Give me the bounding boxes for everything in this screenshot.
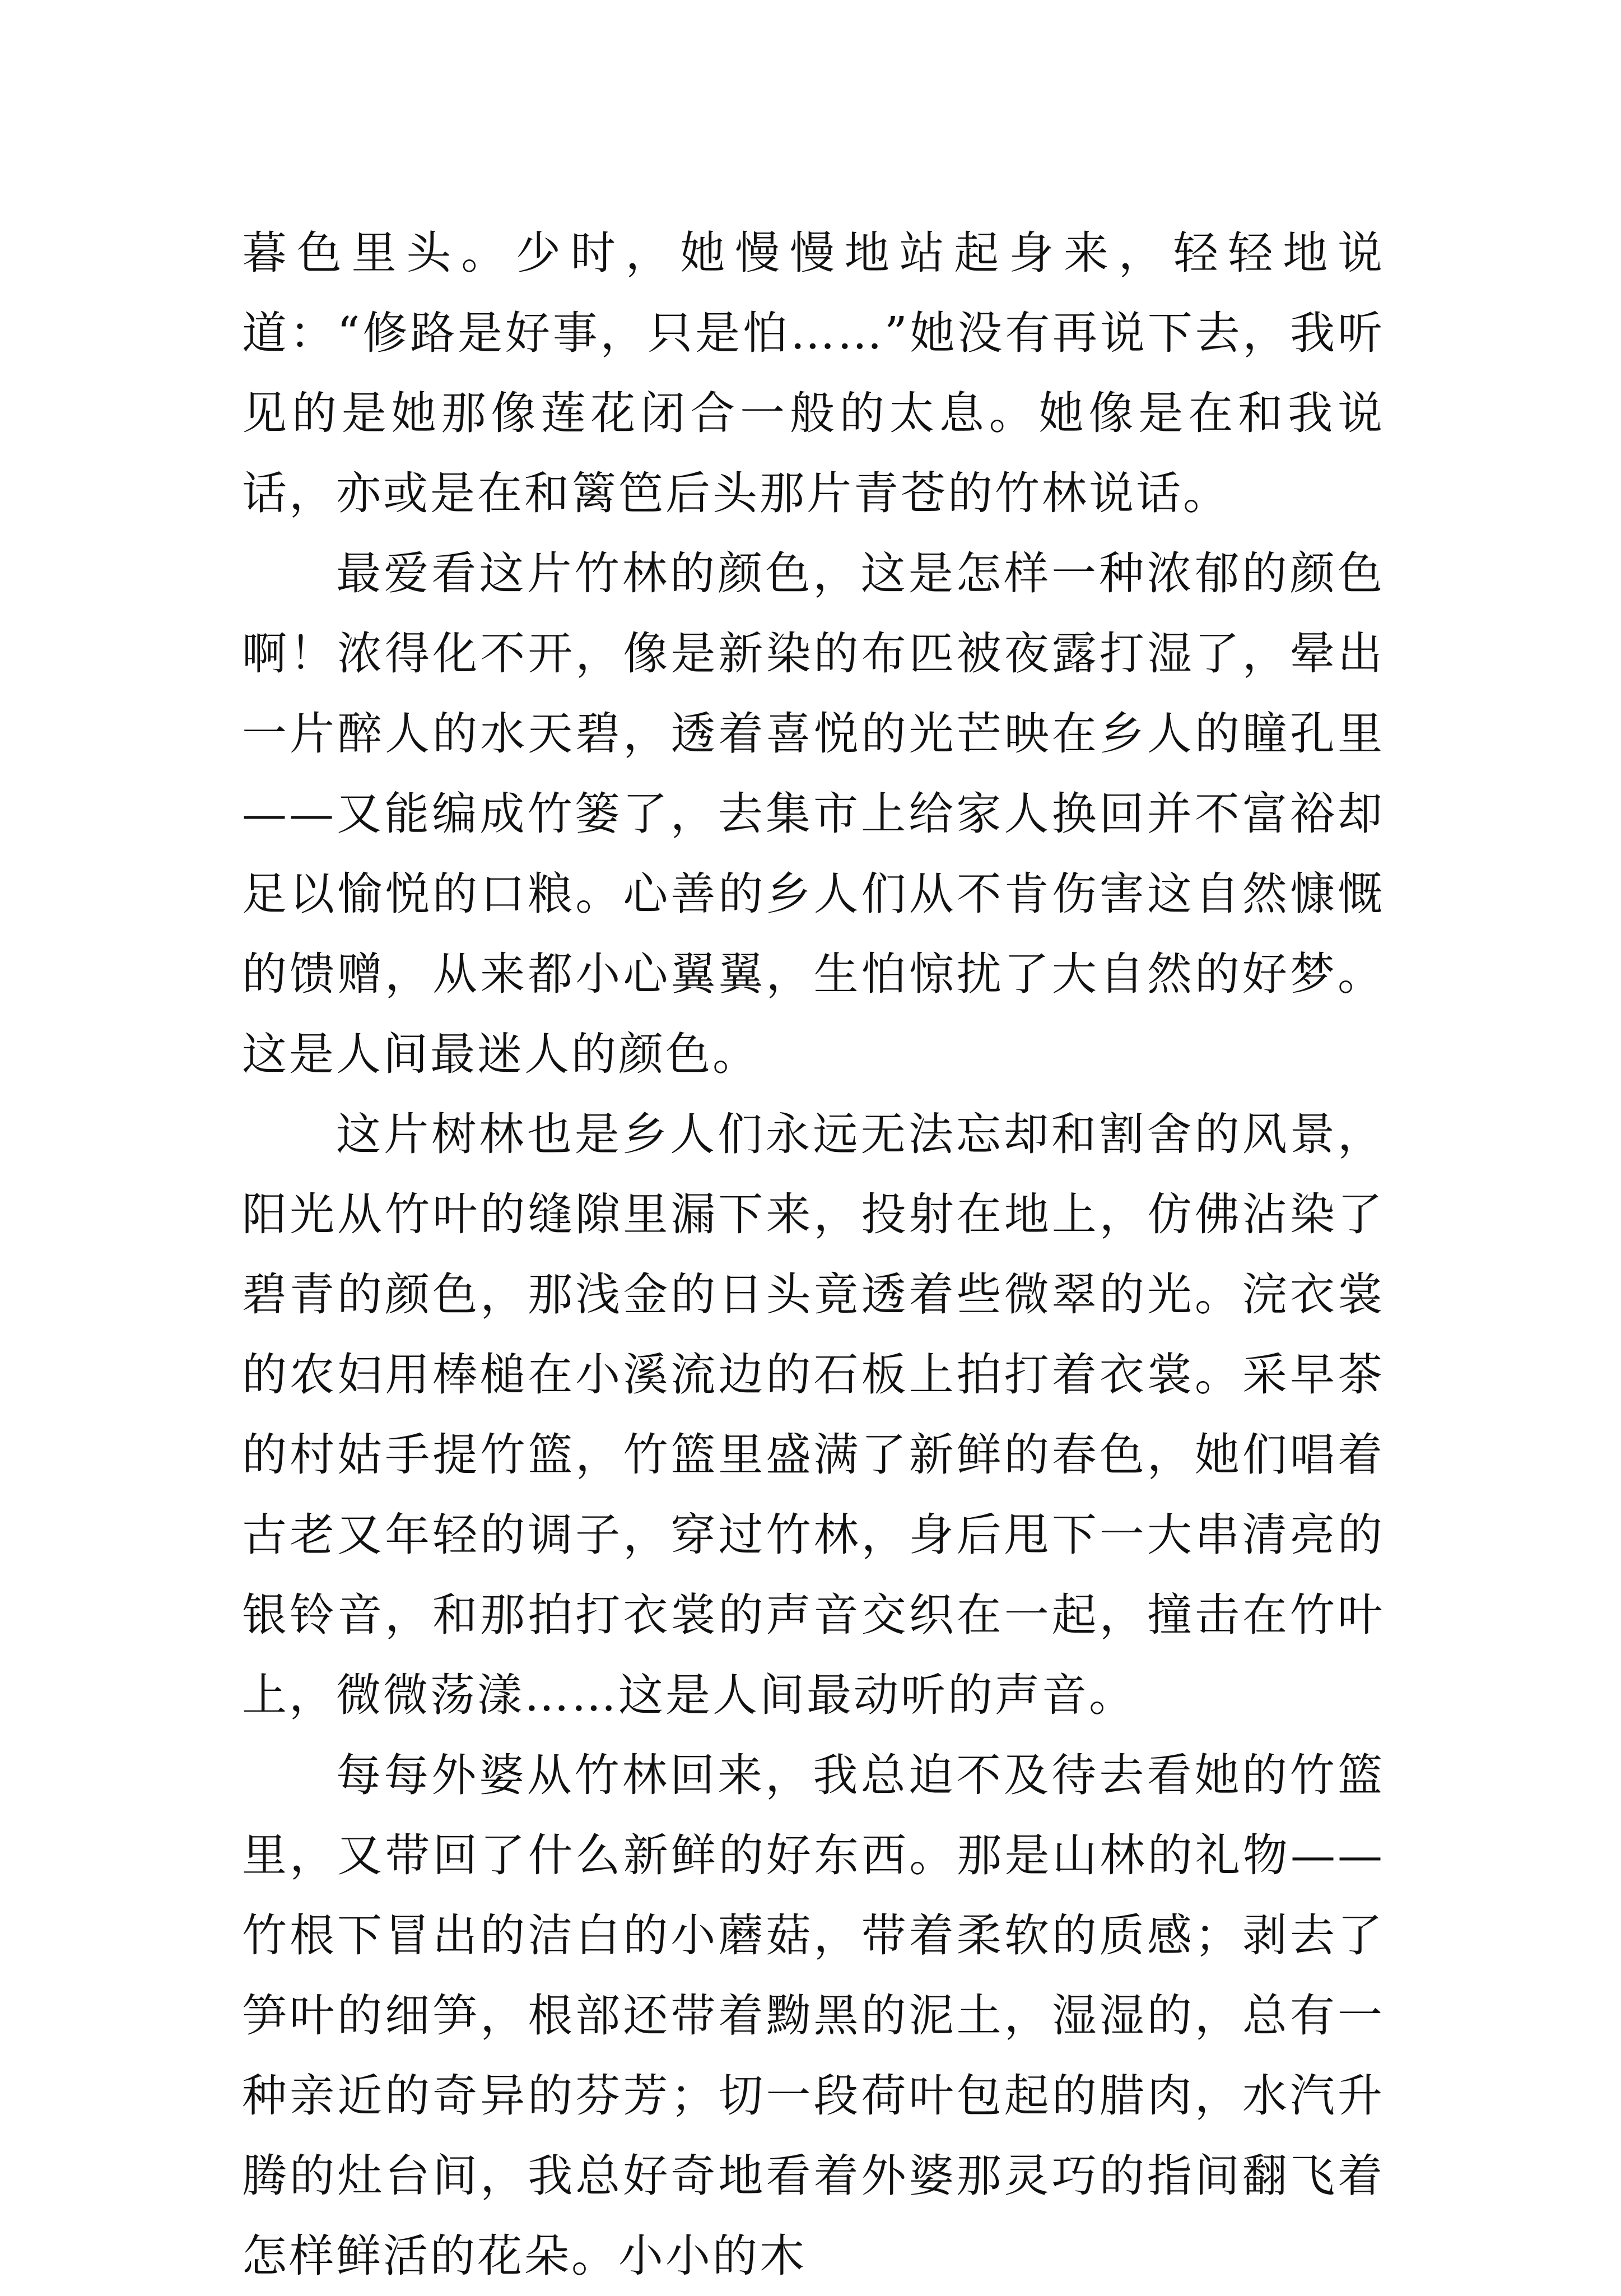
- paragraph-3: 这片树林也是乡人们永远无法忘却和割舍的风景，阳光从竹叶的缝隙里漏下来，投射在地上，仿佛沾染了碧青的颜色，那浅金的日头竟透着些微翠的光。浣衣裳的农妇用棒槌在小溪流边的石板上拍打着衣裳。采早茶的村姑手提竹篮，竹篮里盛满了新鲜的春色，她们唱着古老又年轻的调子，穿过竹林，身后甩下一大串清亮的银铃音，和那拍打衣裳的声音交织在一起，撞击在竹叶上，微微荡漾……这是人间最动听的声音。: [242, 1108, 1385, 1721]
- paragraph-4: 每每外婆从竹林回来，我总迫不及待去看她的竹篮里，又带回了什么新鲜的好东西。那是山林的礼物——竹根下冒出的洁白的小蘑菇，带着柔软的质感；剥去了笋叶的细笋，根部还带着黝黑的泥土，湿湿的，总有一种亲近的奇异的芬芳；切一段荷叶包起的腊肉，水汽升腾的灶台间，我总好奇地看着外婆那灵巧的指间翻飞着怎样鲜活的花朵。小小的木: [242, 1749, 1385, 2282]
- paragraph-1: 暮色里头。少时，她慢慢地站起身来，轻轻地说道：“修路是好事，只是怕……”她没有再说下去，我听见的是她那像莲花闭合一般的太息。她像是在和我说话，亦或是在和篱笆后头那片青苍的竹林说话。: [242, 227, 1385, 519]
- body-text: [242, 213, 1385, 2296]
- paragraph-2: 最爱看这片竹林的颜色，这是怎样一种浓郁的颜色啊！浓得化不开，像是新染的布匹被夜露打湿了，晕出一片醉人的水天碧，透着喜悦的光芒映在乡人的瞳孔里——又能编成竹篓了，去集市上给家人换回并不富裕却足以愉悦的口粮。心善的乡人们从不肯伤害这自然慷慨的馈赠，从来都小心翼翼，生怕惊扰了大自然的好梦。这是人间最迷人的颜色。: [242, 547, 1385, 1080]
